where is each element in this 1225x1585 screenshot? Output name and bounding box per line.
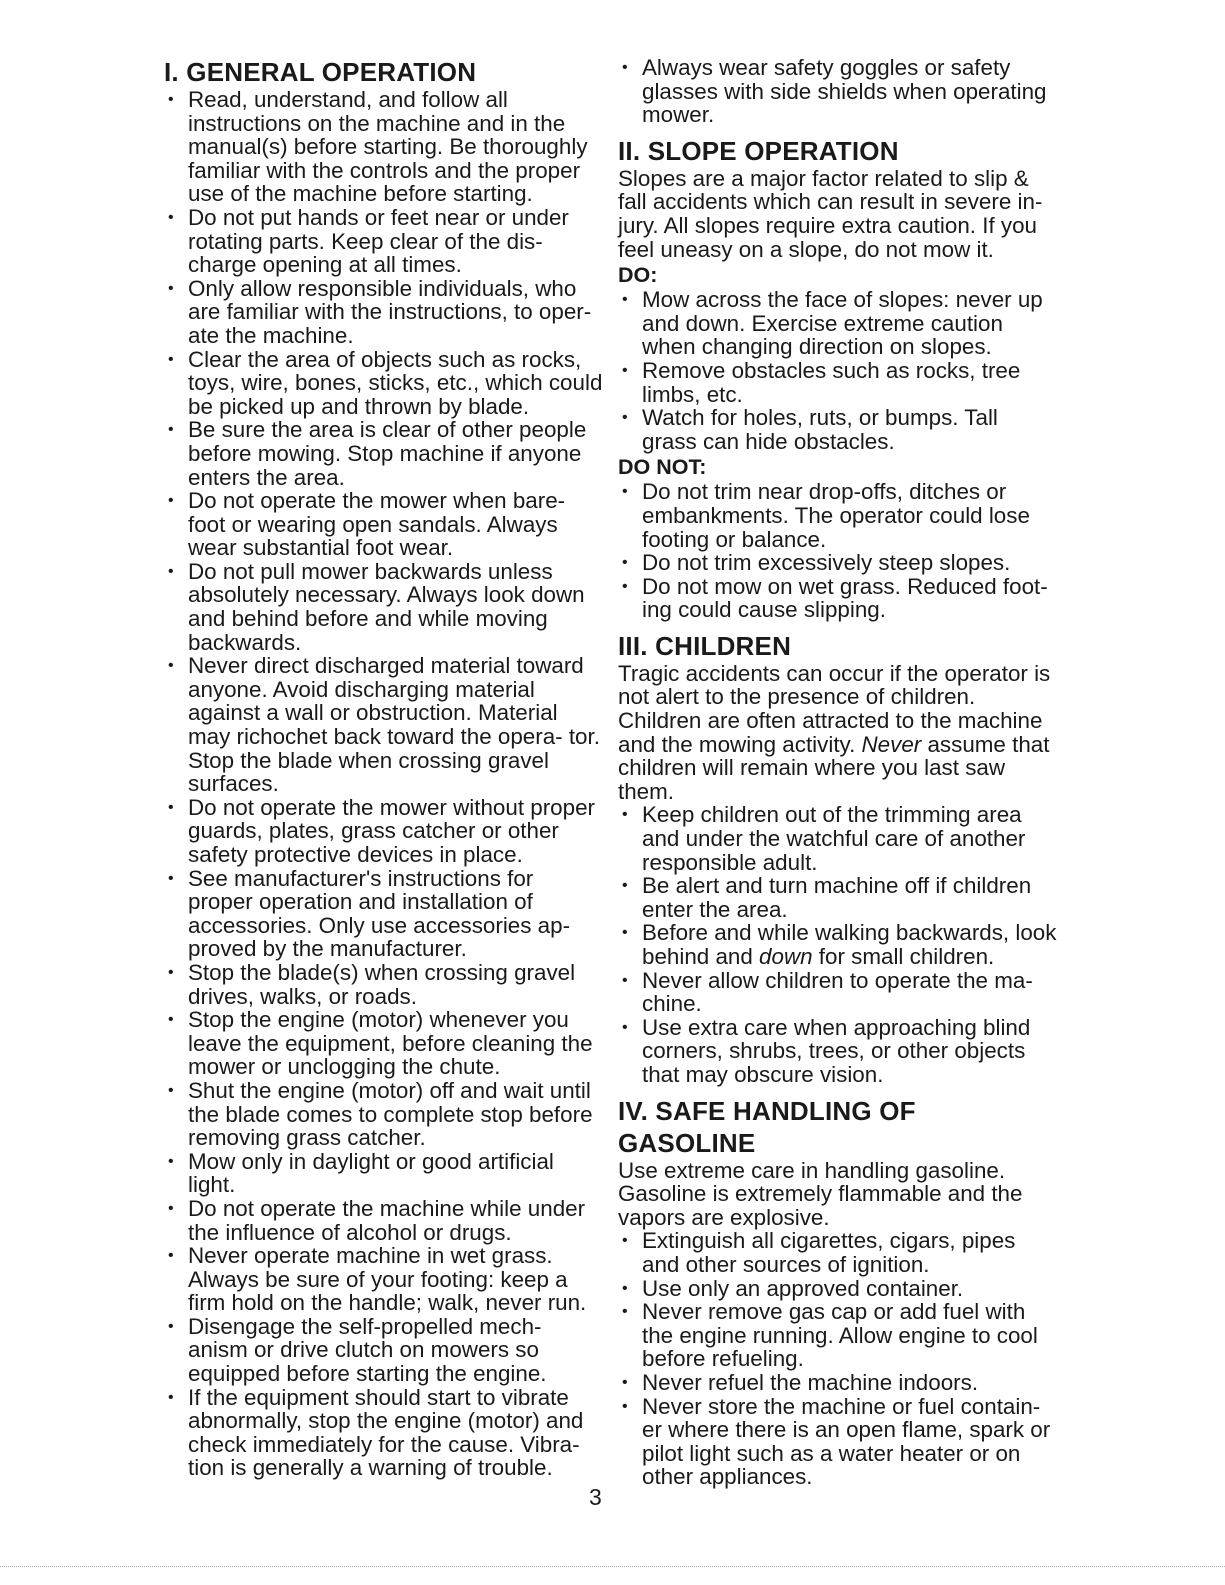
item-text-end: for small children. [812, 944, 995, 969]
list-item: • Never remove gas cap or add fuel with the engine running. Allow engine to cool before refueling. [618, 1300, 1058, 1371]
list-item: • Do not operate the machine while under the influence of alcohol or drugs. [164, 1197, 604, 1244]
list-item: • Extinguish all cigarettes, cigars, pipes and other sources of ignition. [618, 1229, 1058, 1276]
list-item: • Do not trim near drop-offs, ditches or embankments. The operator could lose footing or balance. [618, 480, 1058, 551]
children-intro-text-end: assume that children will remain where you last saw them. [618, 731, 1050, 804]
gasoline-list [618, 1229, 1058, 1489]
list-item: • Never operate machine in wet grass. Always be sure of your footing: keep a firm hold on the handle; walk, never run. [164, 1244, 604, 1315]
page-number: 3 [589, 1484, 602, 1510]
list-item: • Mow only in daylight or good artificial light. [164, 1150, 604, 1197]
goggles-list [618, 56, 1058, 127]
list-item: • Always wear safety goggles or safety glasses with side shields when operating mower. [618, 56, 1058, 127]
do-label: DO: [618, 263, 658, 288]
section-heading-safe-handling-gasoline: IV. SAFE HANDLING OF GASOLINE [618, 1095, 916, 1158]
list-item: • Do not mow on wet grass. Reduced foot- ing could cause slipping. [618, 575, 1058, 622]
section-heading-general-operation: I. GENERAL OPERATION [164, 57, 477, 87]
slope-intro: Slopes are a major factor related to slip & fall accidents which can result in severe in- jury. All slopes require extra caution. If you feel uneasy on a slope, do not mow it. [618, 165, 1043, 262]
list-item: • See manufacturer's instructions for proper operation and installation of accessories. Only use accessories ap- proved by the manufacturer. [164, 867, 604, 961]
children-intro [618, 662, 1058, 804]
list-item: • Remove obstacles such as rocks, tree limbs, etc. [618, 359, 1058, 406]
list-item: • Shut the engine (motor) off and wait until the blade comes to complete stop before removing grass catcher. [164, 1079, 604, 1150]
children-list [618, 803, 1058, 1086]
list-item: • Never direct discharged material toward anyone. Avoid discharging material against a wall or obstruction. Material may richochet back toward the opera- tor. Stop the blade when crossing gravel surfaces. [164, 654, 604, 796]
list-item: • Keep children out of the trimming area and under the watchful care of another responsible adult. [618, 803, 1058, 874]
list-item: • Do not put hands or feet near or under rotating parts. Keep clear of the dis- charge opening at all times. [164, 206, 604, 277]
list-item: • Use only an approved container. [618, 1277, 1058, 1301]
list-item: • Watch for holes, ruts, or bumps. Tall grass can hide obstacles. [618, 406, 1058, 453]
gasoline-intro: Use extreme care in handling gasoline. Gasoline is extremely flammable and the vapors are explosive. [618, 1157, 1023, 1230]
list-item: • Clear the area of objects such as rocks, toys, wire, bones, sticks, etc., which could be picked up and thrown by blade. [164, 348, 604, 419]
do-list [618, 288, 1058, 453]
general-operation-list [164, 88, 604, 1480]
list-item: • Be alert and turn machine off if children enter the area. [618, 874, 1058, 921]
right-column [618, 56, 1058, 1489]
list-item: • If the equipment should start to vibrate abnormally, stop the engine (motor) and check immediately for the cause. Vibra- tion is generally a warning of trouble. [164, 1386, 604, 1480]
list-item: • Stop the engine (motor) whenever you leave the equipment, before cleaning the mower or unclogging the chute. [164, 1008, 604, 1079]
list-item: • Only allow responsible individuals, who are familiar with the instructions, to oper- ate the machine. [164, 277, 604, 348]
list-item: • Disengage the self-propelled mech- anism or drive clutch on mowers so equipped before starting the engine. [164, 1315, 604, 1386]
list-item: • Do not operate the mower without proper guards, plates, grass catcher or other safety protective devices in place. [164, 796, 604, 867]
children-intro-emphasis: Never [861, 731, 922, 757]
bottom-divider [0, 1566, 1225, 1567]
item-emphasis: down [759, 944, 813, 969]
list-item: • Use extra care when approaching blind corners, shrubs, trees, or other objects that may obscure vision. [618, 1016, 1058, 1087]
list-item: • Never allow children to operate the ma- chine. [618, 969, 1058, 1016]
list-item: • Do not trim excessively steep slopes. [618, 551, 1058, 575]
list-item: • Read, understand, and follow all instructions on the machine and in the manual(s) before starting. Be thoroughly familiar with the controls and the proper use of the machine before starting. [164, 88, 604, 206]
do-not-list [618, 480, 1058, 622]
section-heading-children: III. CHILDREN [618, 630, 792, 661]
list-item: • Never store the machine or fuel contain- er where there is an open flame, spark or pilot light such as a water heater or on other appliances. [618, 1395, 1058, 1489]
list-item: • Mow across the face of slopes: never up and down. Exercise extreme caution when changing direction on slopes. [618, 288, 1058, 359]
item-text: Before and while walking backwards, look behind and [642, 920, 1057, 969]
children-intro-text: Tragic accidents can occur if the operator is not alert to the presence of children. Children are often attracted to the machine and the mowing activity. [618, 660, 1051, 757]
do-not-label: DO NOT: [618, 455, 707, 480]
list-item [618, 921, 1058, 968]
list-item: • Never refuel the machine indoors. [618, 1371, 1058, 1395]
section-heading-slope-operation: II. SLOPE OPERATION [618, 135, 899, 166]
list-item: • Do not operate the mower when bare- foot or wearing open sandals. Always wear substantial foot wear. [164, 489, 604, 560]
left-column [164, 56, 604, 1480]
list-item: • Stop the blade(s) when crossing gravel drives, walks, or roads. [164, 961, 604, 1008]
list-item: • Do not pull mower backwards unless absolutely necessary. Always look down and behind before and while moving backwards. [164, 560, 604, 654]
list-item: • Be sure the area is clear of other people before mowing. Stop machine if anyone enters the area. [164, 418, 604, 489]
